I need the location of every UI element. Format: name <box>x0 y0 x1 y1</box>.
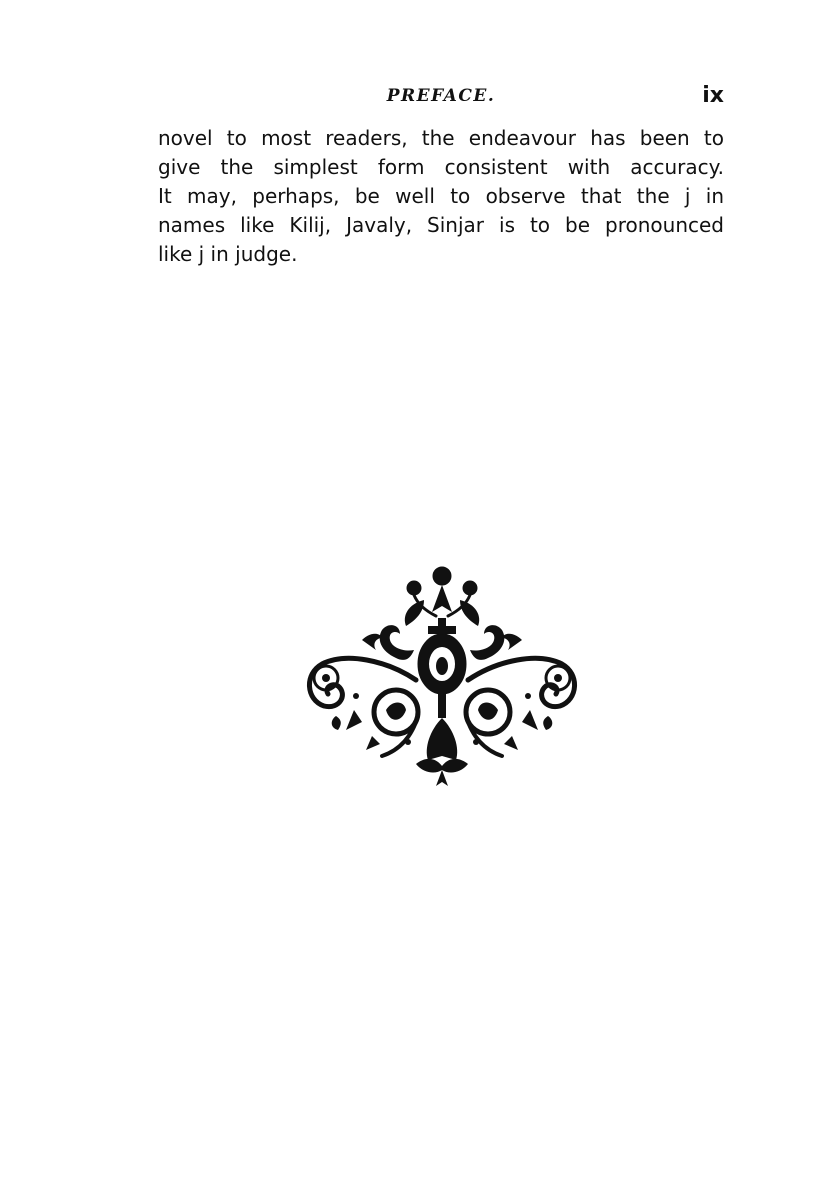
floral-tailpiece-ornament-icon <box>296 560 588 788</box>
running-title: PREFACE. <box>386 86 496 106</box>
body-paragraph <box>158 124 724 269</box>
text-line: like j in judge. <box>158 242 298 266</box>
text-line: names like Kilij, Javaly, Sinjar is to be pronounced <box>158 213 724 237</box>
page-number: ix <box>702 83 724 108</box>
text-line: novel to most readers, the endeavour has been to <box>158 126 724 150</box>
text-line: give the simplest form consistent with accuracy. <box>158 155 724 179</box>
running-head <box>158 84 724 110</box>
text-line: It may, perhaps, be well to observe that the j in <box>158 184 724 208</box>
